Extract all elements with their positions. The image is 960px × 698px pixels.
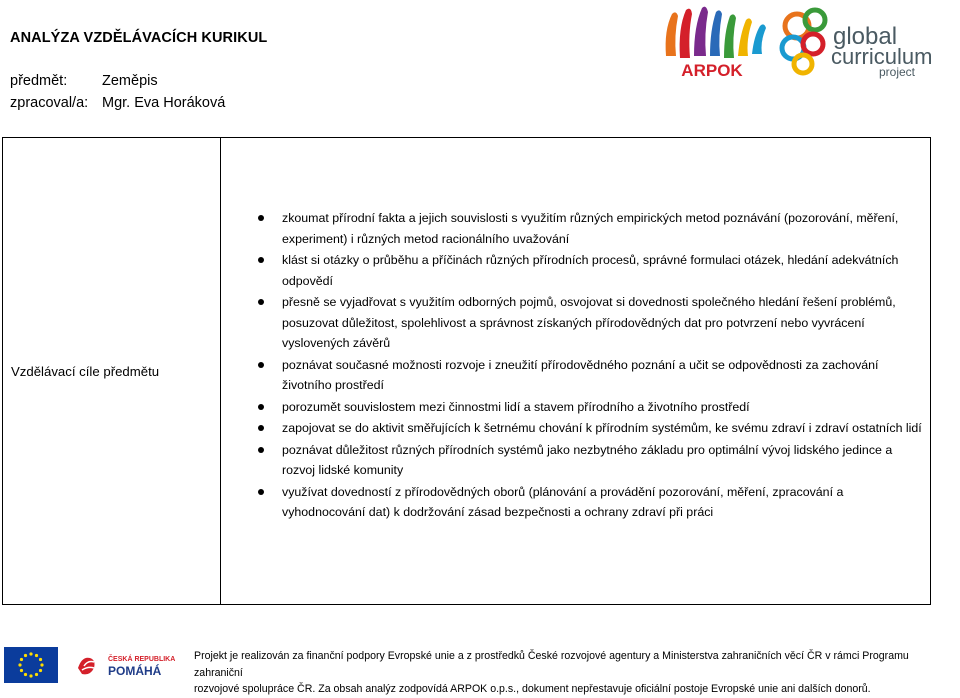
goal-item: poznávat důležitost různých přírodních systémů jako nezbytného základu pro optimální vývoj lidského jedince a rozvoj lidské komunity (258, 440, 922, 481)
arpok-figures-icon (666, 7, 766, 58)
gcp-text-global: global (833, 23, 898, 50)
goal-item: zapojovat se do aktivit směřujících k šetrnému chování k přírodním systémům, ke svému zdraví i zdraví ostatních lidí (258, 418, 922, 439)
goal-item: porozumět souvislostem mezi činnostmi lidí a stavem přírodního a životního prostředí (258, 397, 922, 418)
gcp-text-project: project (879, 65, 916, 79)
arpok-text: ARPOK (681, 61, 743, 80)
czech-aid-hands-icon (78, 658, 95, 675)
subject-value: Zeměpis (102, 73, 158, 89)
eu-star-icon (18, 663, 21, 666)
eu-star-icon (35, 654, 38, 657)
czech-aid-logo (76, 650, 176, 680)
goals-list (258, 208, 922, 523)
row-label-cell (3, 138, 221, 604)
footer-line-1: Projekt je realizován za finanční podpory Evropské unie a z prostředků České rozvojové agentury a Ministerstva zahraničních věcí ČR v rámci Programu zahraniční (194, 650, 909, 679)
eu-flag-icon (4, 647, 58, 683)
eu-star-icon (35, 673, 38, 676)
row-label: Vzdělávací cíle předmětu (11, 363, 160, 379)
gcp-rings-icon (782, 10, 825, 73)
global-curriculum-logo (775, 4, 945, 80)
eu-star-icon (39, 669, 42, 672)
subject-label: předmět: (10, 73, 68, 89)
goal-item: přesně se vyjadřovat s využitím odborných pojmů, osvojovat si dovednosti společného hledání řešení problémů, posuzovat důležitost, spolehlivost a správnost získaných přírodovědných dat pro potvrzení nebo vyvrácení vyslovených závěrů (258, 292, 922, 354)
subject-row (10, 73, 158, 89)
goal-item: využívat dovedností z přírodovědných oborů (plánování a provádění pozorování, měření, zpracování a vyhodnocování dat) k dodržování zásad bezpečnosti a ochrany zdraví při práci (258, 482, 922, 523)
eu-star-icon (29, 674, 32, 677)
arpok-logo (656, 0, 776, 82)
goal-item: poznávat současné možnosti rozvoje i zneužití přírodovědného poznání a učit se odpovědnosti za zachování životního prostředí (258, 355, 922, 396)
eu-star-icon (24, 654, 27, 657)
eu-star-icon (39, 658, 42, 661)
author-label: zpracoval/a: (10, 95, 89, 111)
footer-disclaimer (194, 648, 960, 698)
eu-star-icon (24, 673, 27, 676)
eu-star-icon (20, 658, 23, 661)
eu-star-icon (20, 669, 23, 672)
cz-text-pomaha: POMÁHÁ (108, 664, 162, 678)
goal-item: zkoumat přírodní fakta a jejich souvislosti s využitím různých empirických metod poznávání (pozorování, měření, experiment) i různých metod racionálního uvažování (258, 208, 922, 249)
eu-star-icon (40, 663, 43, 666)
footer-line-2: rozvojové spolupráce ČR. Za obsah analýz zodpovídá ARPOK o.p.s., dokument nepřestavuje oficiální postoje Evropské unie ani dalších donorů. (194, 683, 871, 695)
author-row (10, 95, 225, 111)
cz-text-republic: ČESKÁ REPUBLIKA (108, 656, 176, 663)
eu-star-icon (29, 652, 32, 655)
goals-cell (222, 138, 930, 604)
goals-table (2, 137, 931, 605)
author-value: Mgr. Eva Horáková (102, 95, 226, 111)
goal-item: klást si otázky o průběhu a příčinách různých přírodních procesů, správné formulaci otázek, hledání adekvátních odpovědí (258, 250, 922, 291)
gcp-text-curriculum: curriculum (831, 44, 933, 69)
document-title: ANALÝZA VZDĚLÁVACÍCH KURIKUL (10, 30, 268, 46)
